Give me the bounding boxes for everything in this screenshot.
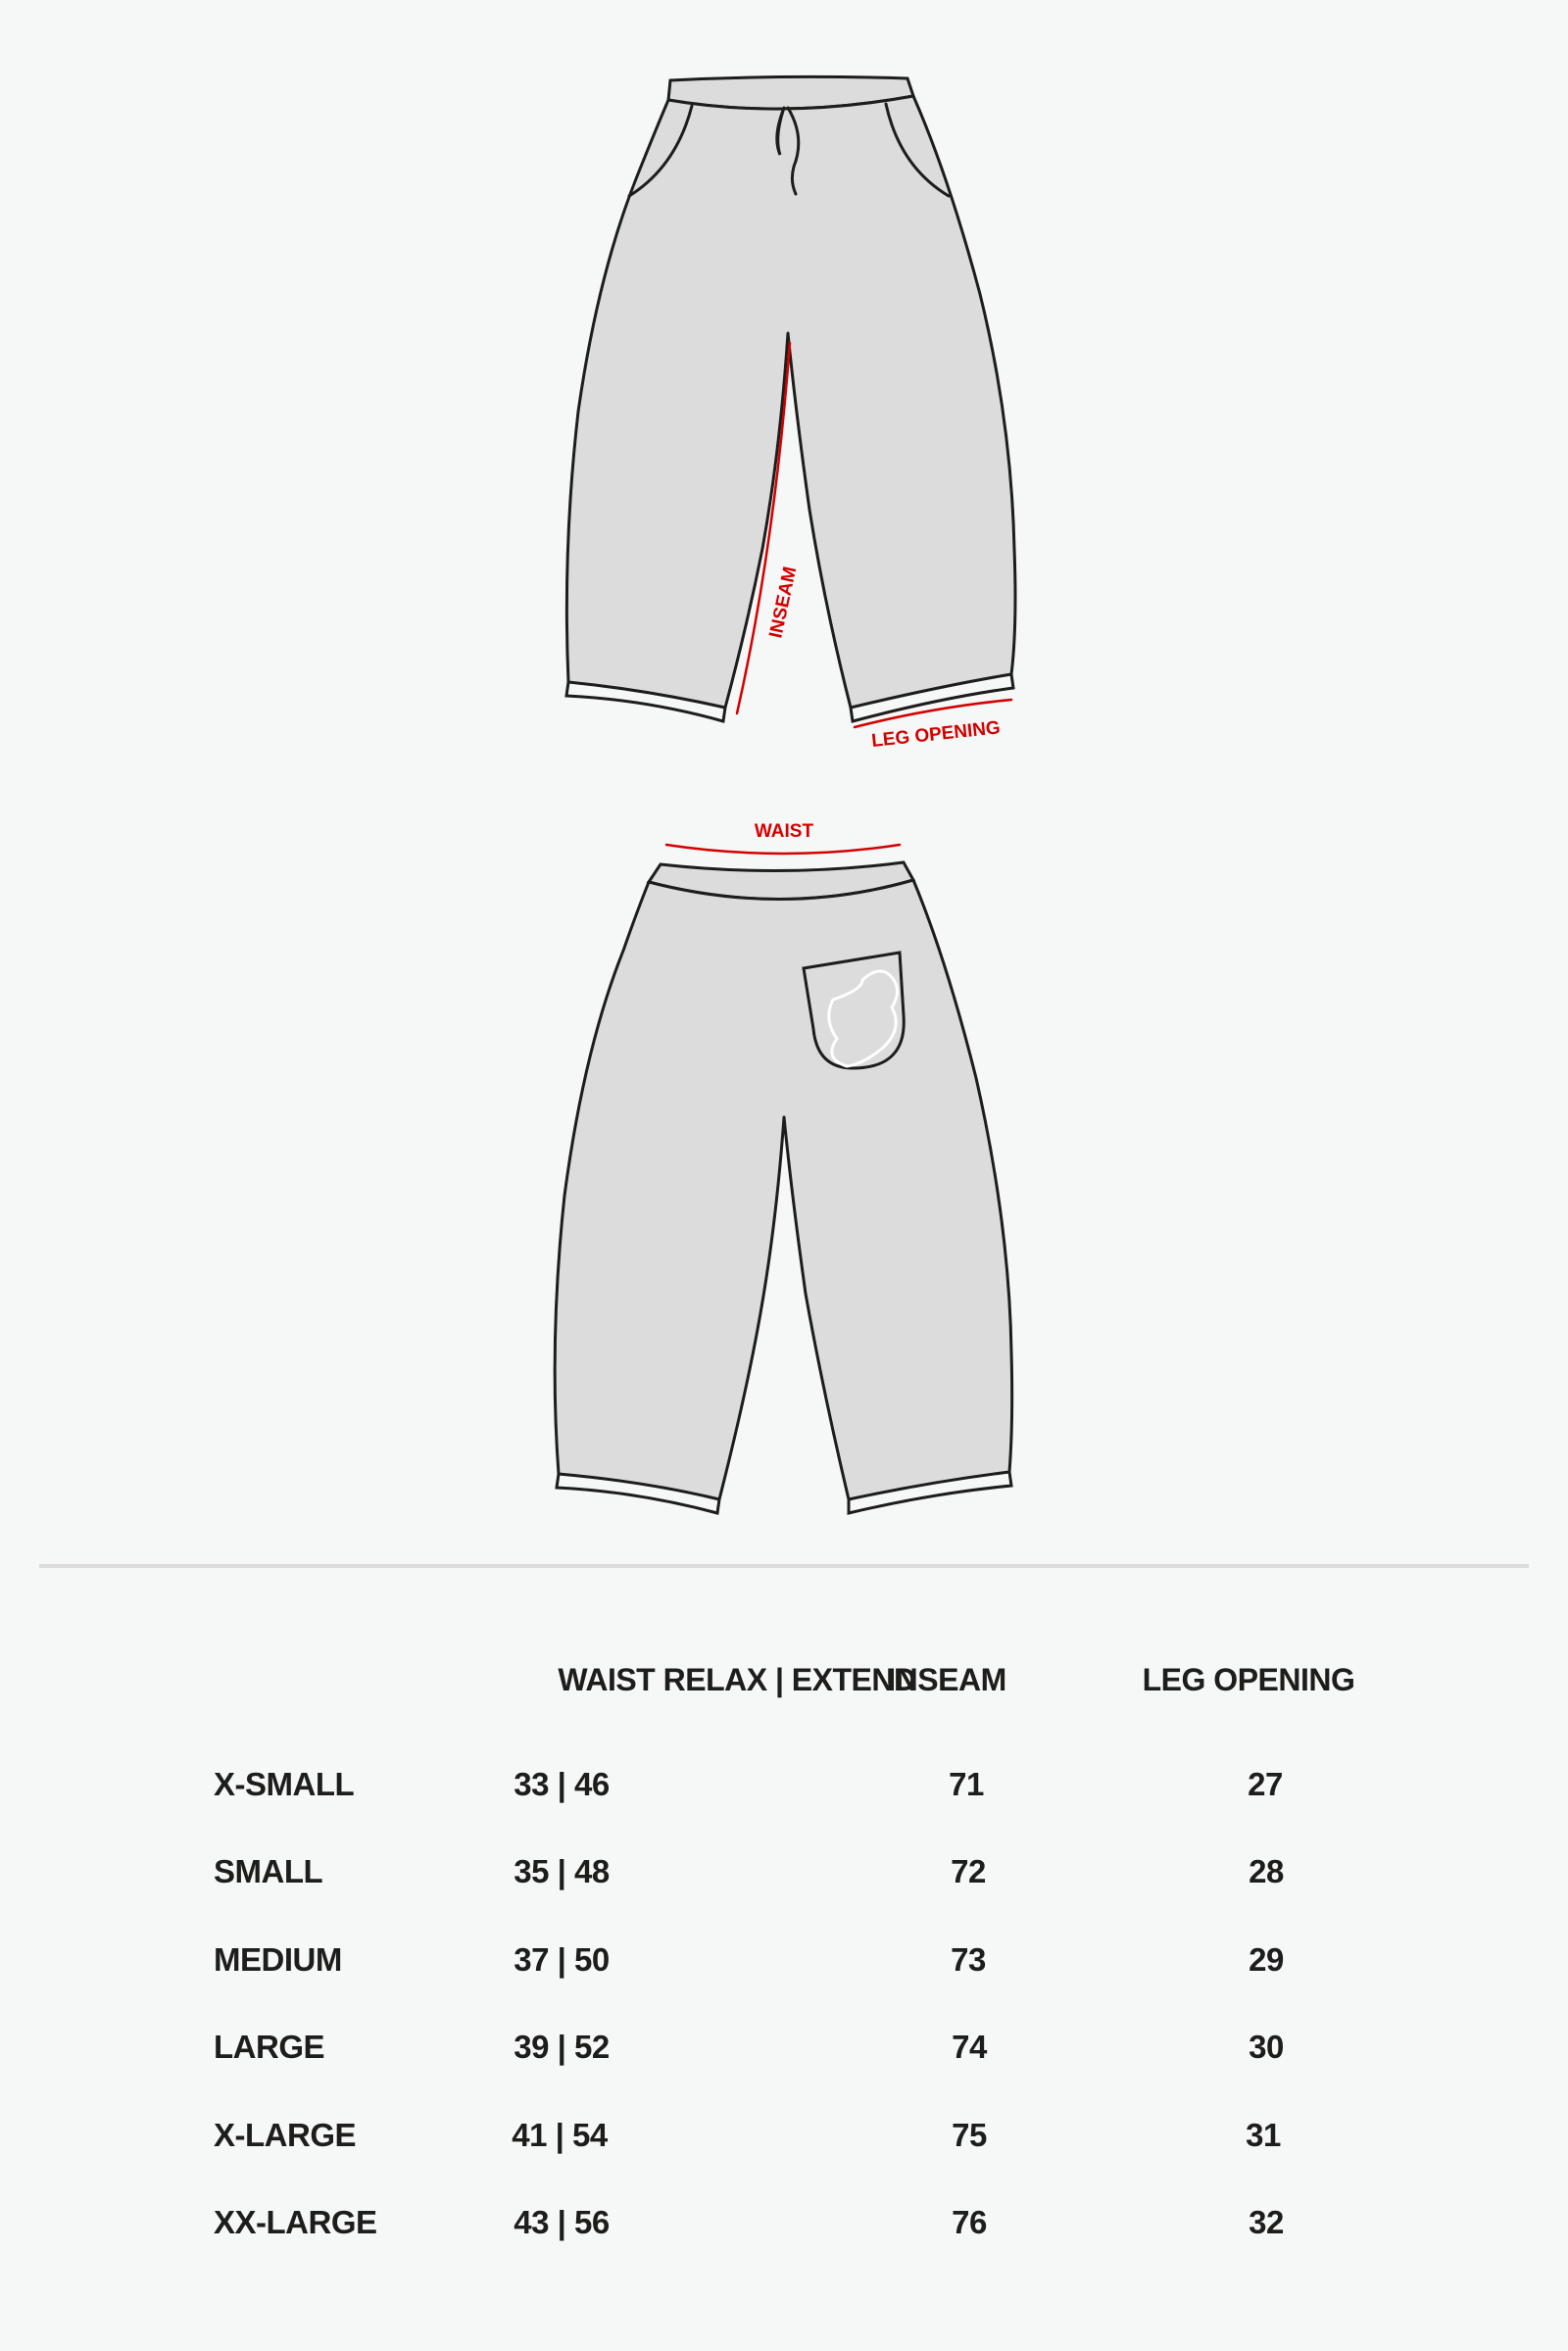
row-inseam: 71 [949,1766,984,1802]
row-leg-opening: 31 [1246,2117,1281,2153]
divider [39,1564,1529,1568]
row-inseam: 76 [952,2204,987,2240]
row-leg-opening: 27 [1248,1766,1283,1802]
header-leg-opening: LEG OPENING [1142,1662,1355,1697]
row-size: MEDIUM [214,1941,342,1978]
leg-opening-label: LEG OPENING [870,717,1002,752]
row-size: X-LARGE [214,2117,356,2153]
row-waist: 33 | 46 [514,1766,610,1802]
row-waist: 41 | 54 [512,2117,608,2153]
row-waist: 39 | 52 [514,2029,610,2065]
row-leg-opening: 30 [1249,2029,1284,2065]
row-inseam: 73 [951,1941,986,1978]
waist-label: WAIST [754,821,814,842]
back-pocket [804,953,904,1068]
row-size: SMALL [214,1853,323,1889]
row-size: X-SMALL [214,1766,355,1802]
row-leg-opening: 32 [1249,2204,1284,2240]
row-size: XX-LARGE [214,2204,377,2240]
row-inseam: 75 [952,2117,987,2153]
row-size: LARGE [214,2029,324,2065]
waist-measure-line [666,845,900,854]
row-leg-opening: 29 [1249,1941,1284,1978]
row-inseam: 74 [952,2029,987,2065]
back-view [555,821,1012,1513]
row-waist: 43 | 56 [514,2204,610,2240]
header-waist: WAIST RELAX | EXTEND [558,1662,916,1697]
row-waist: 37 | 50 [514,1941,610,1978]
row-waist: 35 | 48 [514,1853,610,1889]
header-inseam: INSEAM [887,1662,1006,1697]
row-inseam: 72 [951,1853,986,1889]
inseam-label: INSEAM [765,564,802,641]
front-pants-body [566,96,1015,708]
front-view [566,76,1015,752]
back-pants-body [555,880,1012,1499]
row-leg-opening: 28 [1249,1853,1284,1889]
